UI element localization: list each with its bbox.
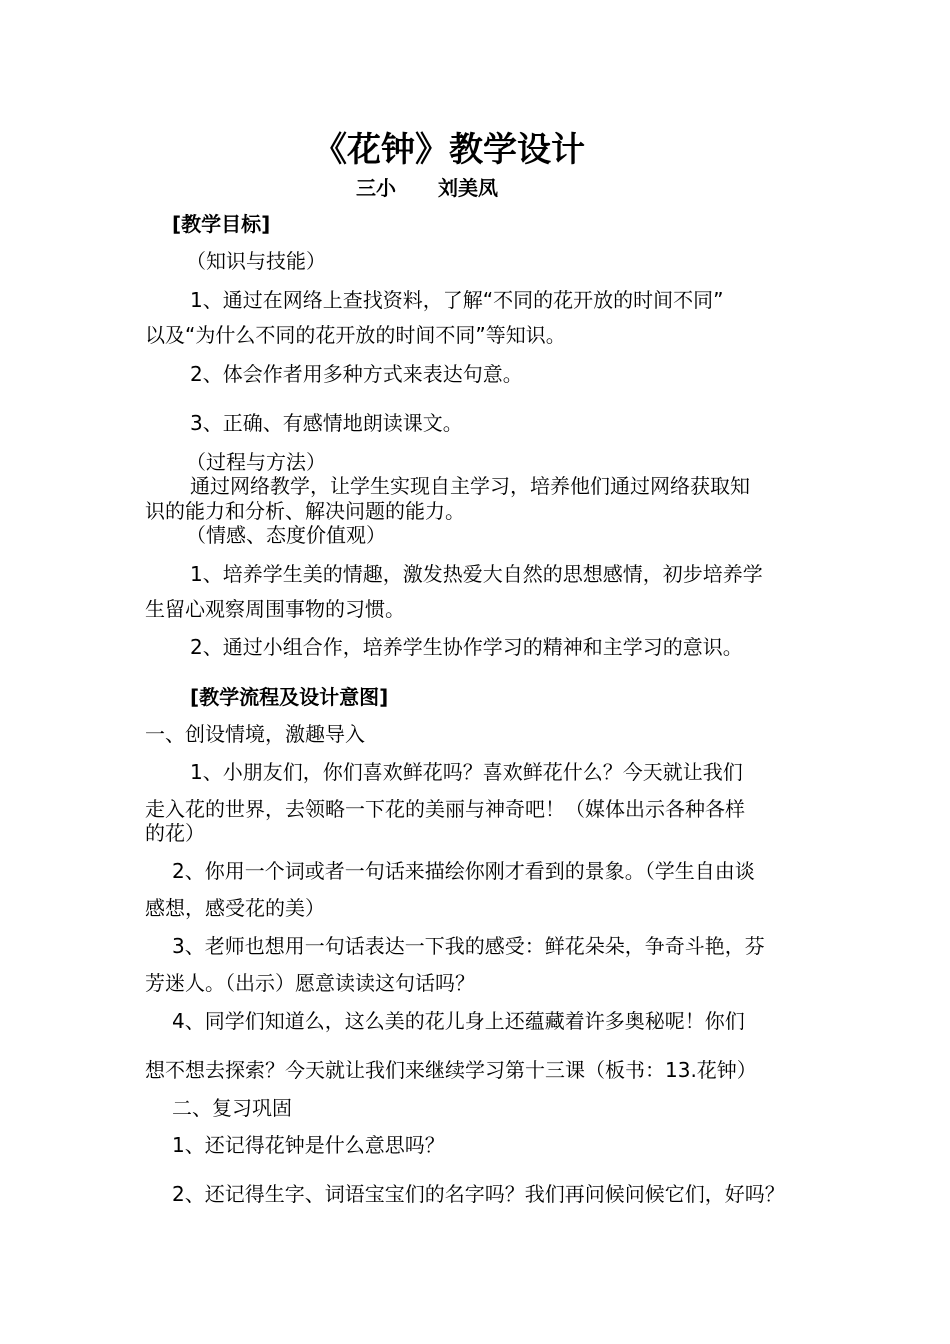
- section-heading-objectives: [教学目标]: [172, 212, 271, 236]
- paragraph-line: 的花）: [145, 821, 205, 845]
- paragraph-line: 2、还记得生字、词语宝宝们的名字吗？我们再问候问候它们，好吗？: [172, 1182, 785, 1206]
- subheading-process-method: （过程与方法）: [186, 450, 326, 474]
- paragraph-line: 识的能力和分析、解决问题的能力。: [145, 499, 465, 523]
- section-heading-process: [教学流程及设计意图]: [190, 685, 389, 709]
- paragraph-line: 感想，感受花的美）: [145, 896, 325, 920]
- step-heading: 一、创设情境，激趣导入: [145, 722, 365, 746]
- step-heading: 二、复习巩固: [172, 1096, 292, 1120]
- paragraph-line: 2、你用一个词或者一句话来描绘你刚才看到的景象。（学生自由谈: [172, 859, 755, 883]
- paragraph-line: 生留心观察周围事物的习惯。: [145, 597, 405, 621]
- subheading-knowledge-skills: （知识与技能）: [186, 249, 326, 273]
- paragraph-line: 1、培养学生美的情趣，激发热爱大自然的思想感情，初步培养学: [190, 562, 763, 586]
- paragraph-line: 通过网络教学，让学生实现自主学习，培养他们通过网络获取知: [190, 474, 750, 498]
- paragraph-line: 芳迷人。（出示）愿意读读这句话吗？: [145, 971, 475, 995]
- paragraph-line: 以及“为什么不同的花开放的时间不同”等知识。: [145, 323, 566, 347]
- author-school: 三小: [356, 176, 396, 200]
- paragraph-line: 1、小朋友们，你们喜欢鲜花吗？喜欢鲜花什么？今天就让我们: [190, 760, 743, 784]
- paragraph-line: 3、正确、有感情地朗读课文。: [190, 411, 463, 435]
- paragraph-line: 3、老师也想用一句话表达一下我的感受：鲜花朵朵，争奇斗艳，芬: [172, 934, 765, 958]
- paragraph-line: 想不想去探索？今天就让我们来继续学习第十三课（板书：13.花钟）: [145, 1058, 757, 1082]
- document-title: 《花钟》教学设计: [313, 130, 585, 170]
- author-name: 刘美凤: [438, 176, 498, 200]
- paragraph-line: 4、同学们知道么，这么美的花儿身上还蕴藏着许多奥秘呢！你们: [172, 1009, 745, 1033]
- paragraph-line: 走入花的世界，去领略一下花的美丽与神奇吧！（媒体出示各种各样: [145, 797, 745, 821]
- paragraph-line: 2、通过小组合作，培养学生协作学习的精神和主学习的意识。: [190, 635, 743, 659]
- subheading-emotion-attitude: （情感、态度价值观）: [186, 523, 386, 547]
- paragraph-line: 2、体会作者用多种方式来表达句意。: [190, 362, 523, 386]
- paragraph-line: 1、还记得花钟是什么意思吗？: [172, 1133, 445, 1157]
- paragraph-line: 1、通过在网络上查找资料，了解“不同的花开放的时间不同”: [190, 288, 724, 312]
- author-line: [356, 176, 498, 200]
